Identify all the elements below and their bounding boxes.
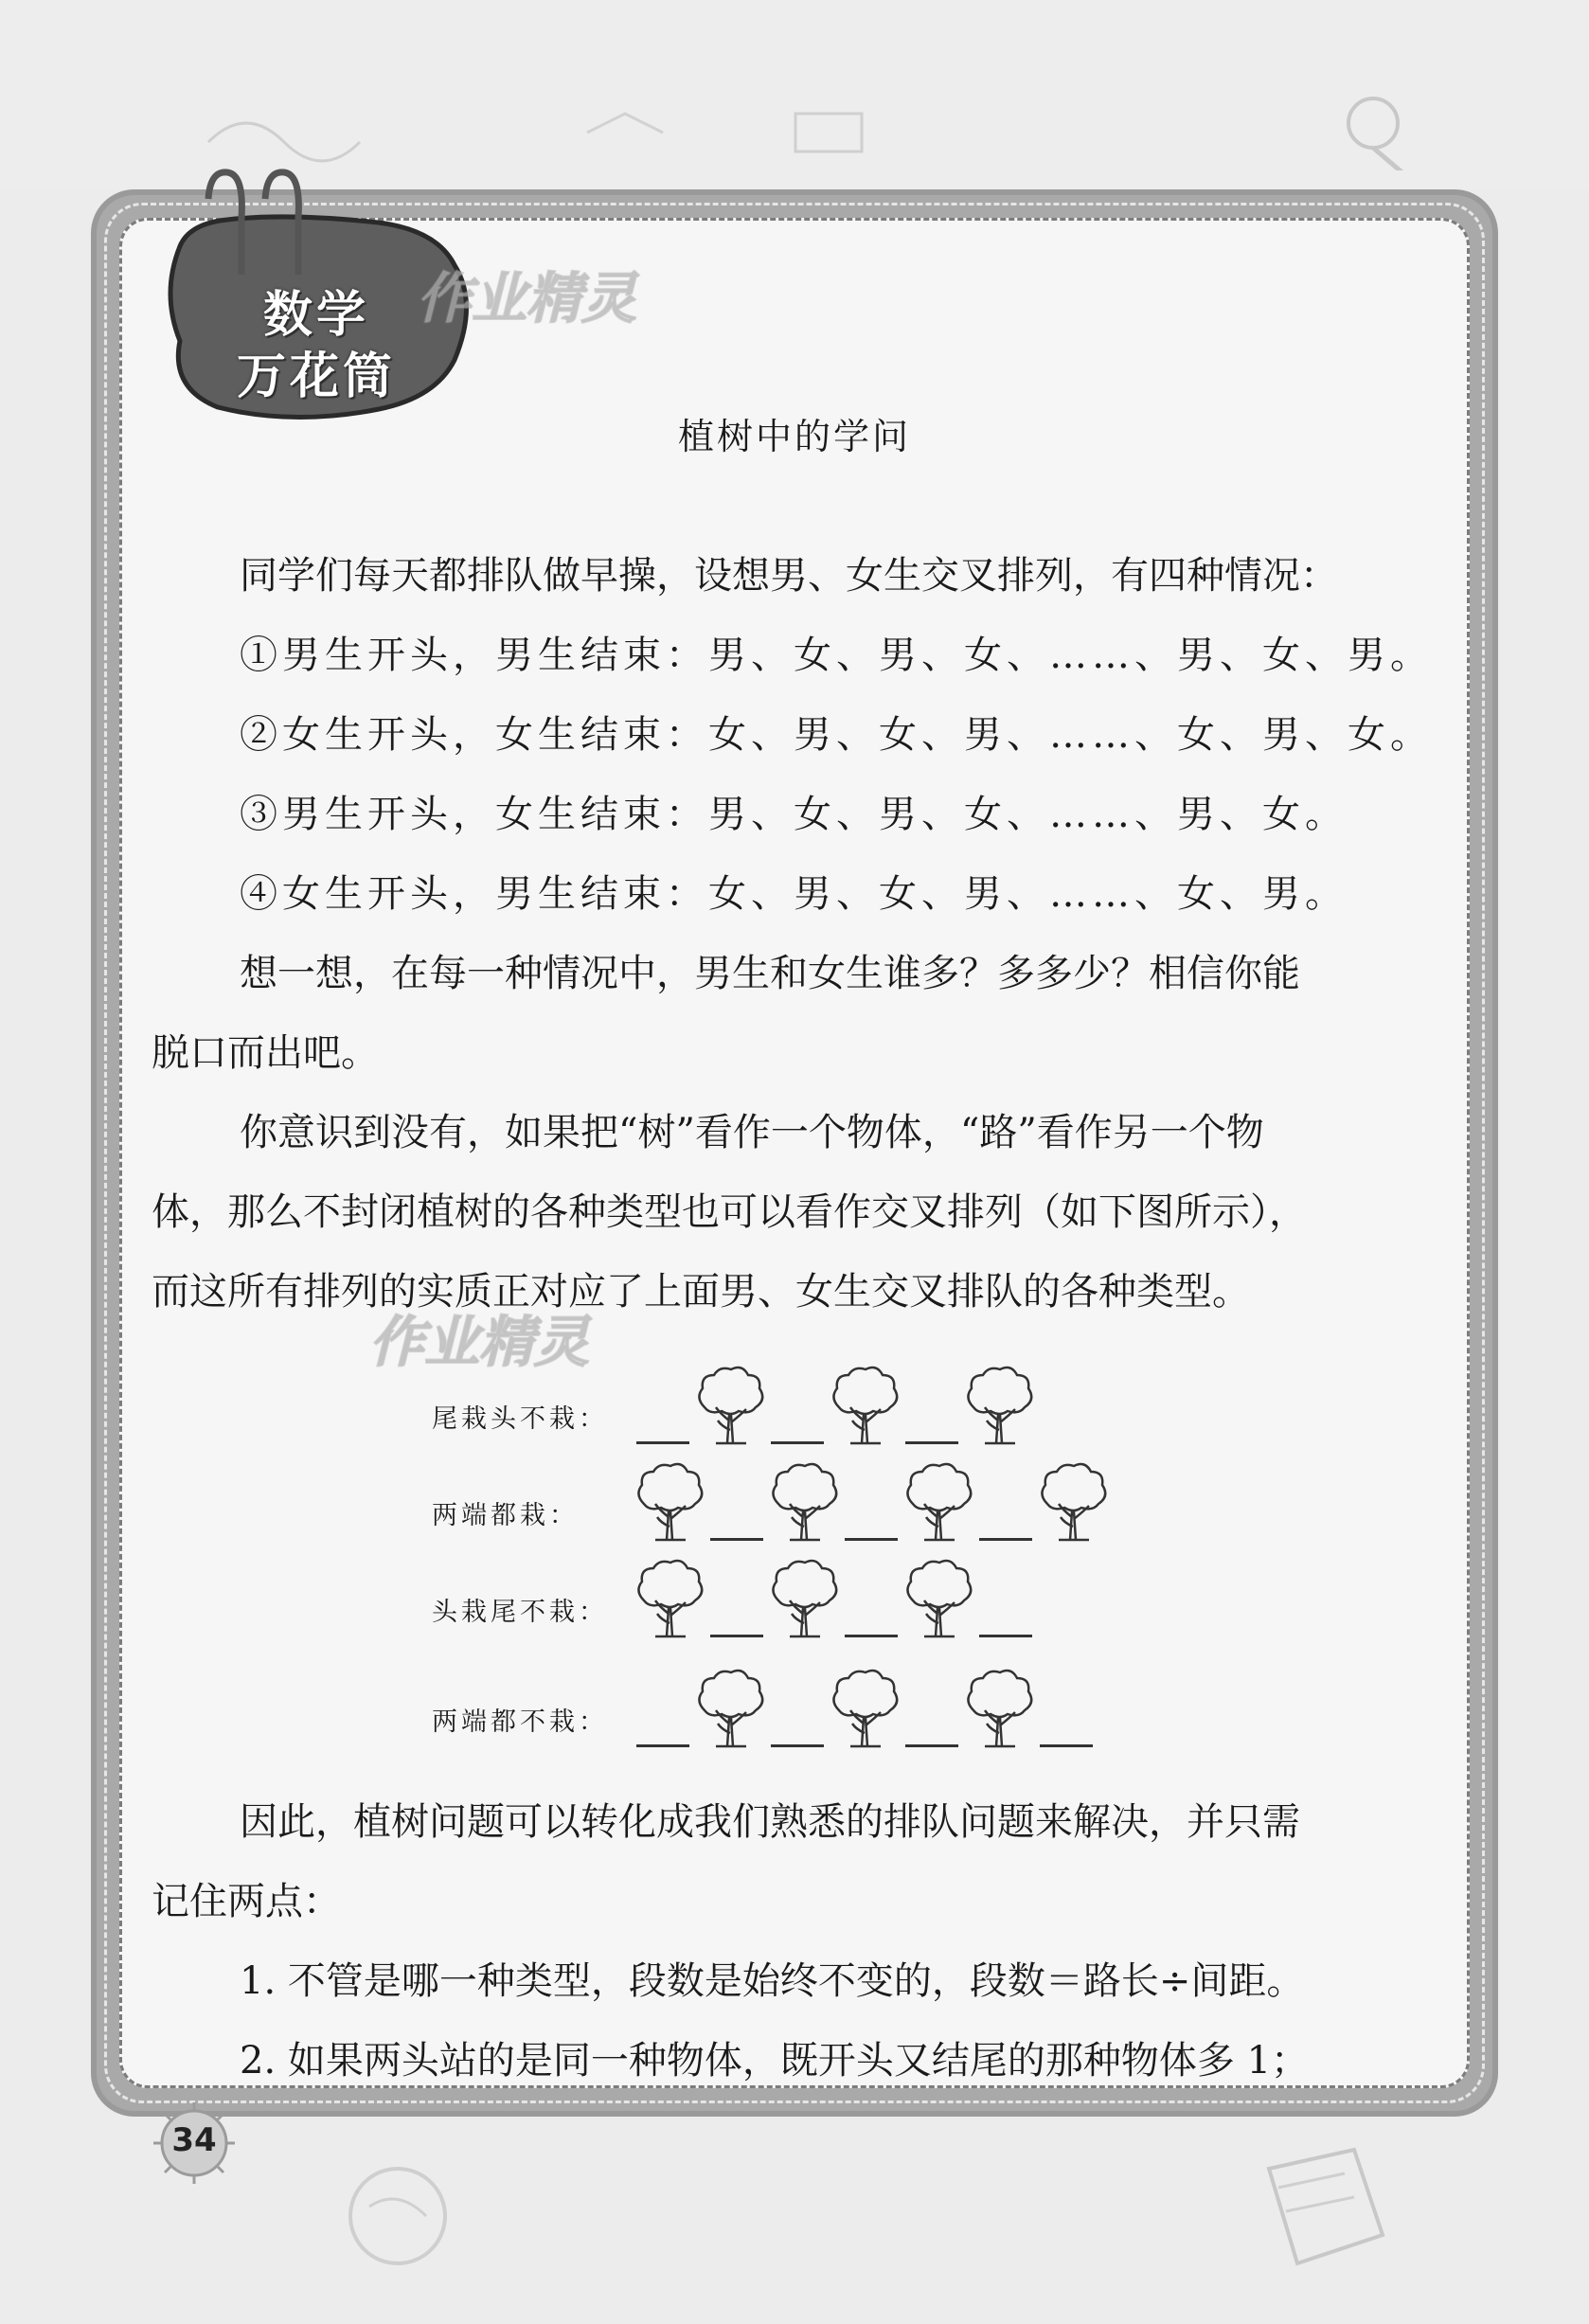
road-segment xyxy=(636,1744,689,1747)
paragraph-realize-line1: 你意识到没有，如果把“树”看作一个物体，“路”看作另一个物 xyxy=(240,1111,1264,1154)
paragraph-therefore-line1: 因此，植树问题可以转化成我们熟悉的排队问题来解决，并只需 xyxy=(240,1800,1300,1844)
tree-icon xyxy=(902,1460,975,1544)
case-2: ②女生开头，女生结束：女、男、女、男、……、女、男、女。 xyxy=(240,713,1433,757)
paragraph-think-line2: 脱口而出吧。 xyxy=(152,1031,379,1075)
paragraph-realize-line2: 体，那么不封闭植树的各种类型也可以看作交叉排列（如下图所示）， xyxy=(152,1190,1307,1234)
road-segment xyxy=(771,1441,824,1444)
road-segment xyxy=(710,1538,763,1541)
tree-icon xyxy=(962,1667,1036,1750)
tree-icon xyxy=(767,1557,841,1640)
paragraph-intro: 同学们每天都排队做早操，设想男、女生交叉排列，有四种情况： xyxy=(240,554,1338,598)
tree-icon xyxy=(693,1364,767,1447)
point-1: 1. 不管是哪一种类型，段数是始终不变的，段数＝路长÷间距。 xyxy=(240,1959,1305,2003)
diagram-row-label: 尾栽头不栽： xyxy=(432,1404,608,1434)
road-segment xyxy=(905,1744,958,1747)
watermark-middle: 作业精灵 xyxy=(369,1310,590,1374)
tree-icon xyxy=(633,1557,706,1640)
watermark-top: 作业精灵 xyxy=(417,266,637,331)
road-segment xyxy=(771,1744,824,1747)
tree-icon xyxy=(828,1667,902,1750)
tree-icon xyxy=(1036,1460,1110,1544)
diagram-row-label: 两端都不栽： xyxy=(432,1707,608,1737)
road-segment xyxy=(710,1635,763,1637)
section-label-line1: 数学 xyxy=(263,287,370,344)
road-segment xyxy=(636,1441,689,1444)
road-segment xyxy=(979,1538,1032,1541)
road-segment xyxy=(845,1538,898,1541)
point-2: 2. 如果两头站的是同一种物体，既开头又结尾的那种物体多 1； xyxy=(240,2039,1310,2083)
paragraph-therefore-line2: 记住两点： xyxy=(152,1880,341,1923)
tree-icon xyxy=(962,1364,1036,1447)
tree-icon xyxy=(828,1364,902,1447)
road-segment xyxy=(905,1441,958,1444)
diagram-row-label: 头栽尾不栽： xyxy=(432,1598,608,1627)
road-segment xyxy=(1040,1744,1093,1747)
bottom-decoration xyxy=(341,2131,1439,2282)
tree-icon xyxy=(633,1460,706,1544)
road-segment xyxy=(979,1635,1032,1637)
case-4: ④女生开头，男生结束：女、男、女、男、……、女、男。 xyxy=(240,872,1348,916)
article-title: 植树中的学问 xyxy=(677,416,911,457)
case-1: ①男生开头，男生结束：男、女、男、女、……、男、女、男。 xyxy=(240,634,1433,677)
case-3: ③男生开头，女生结束：男、女、男、女、……、男、女。 xyxy=(240,793,1348,836)
tree-icon xyxy=(693,1667,767,1750)
page-number: 34 xyxy=(171,2121,217,2159)
tree-icon xyxy=(767,1460,841,1544)
section-label-line2: 万花筒 xyxy=(237,349,397,405)
paragraph-think-line1: 想一想，在每一种情况中，男生和女生谁多？多多少？相信你能 xyxy=(240,952,1300,995)
road-segment xyxy=(845,1635,898,1637)
diagram-row-label: 两端都栽： xyxy=(432,1501,579,1530)
top-decoration xyxy=(189,85,1420,170)
tree-icon xyxy=(902,1557,975,1640)
paragraph-realize-line3: 而这所有排列的实质正对应了上面男、女生交叉排队的各种类型。 xyxy=(152,1270,1250,1314)
